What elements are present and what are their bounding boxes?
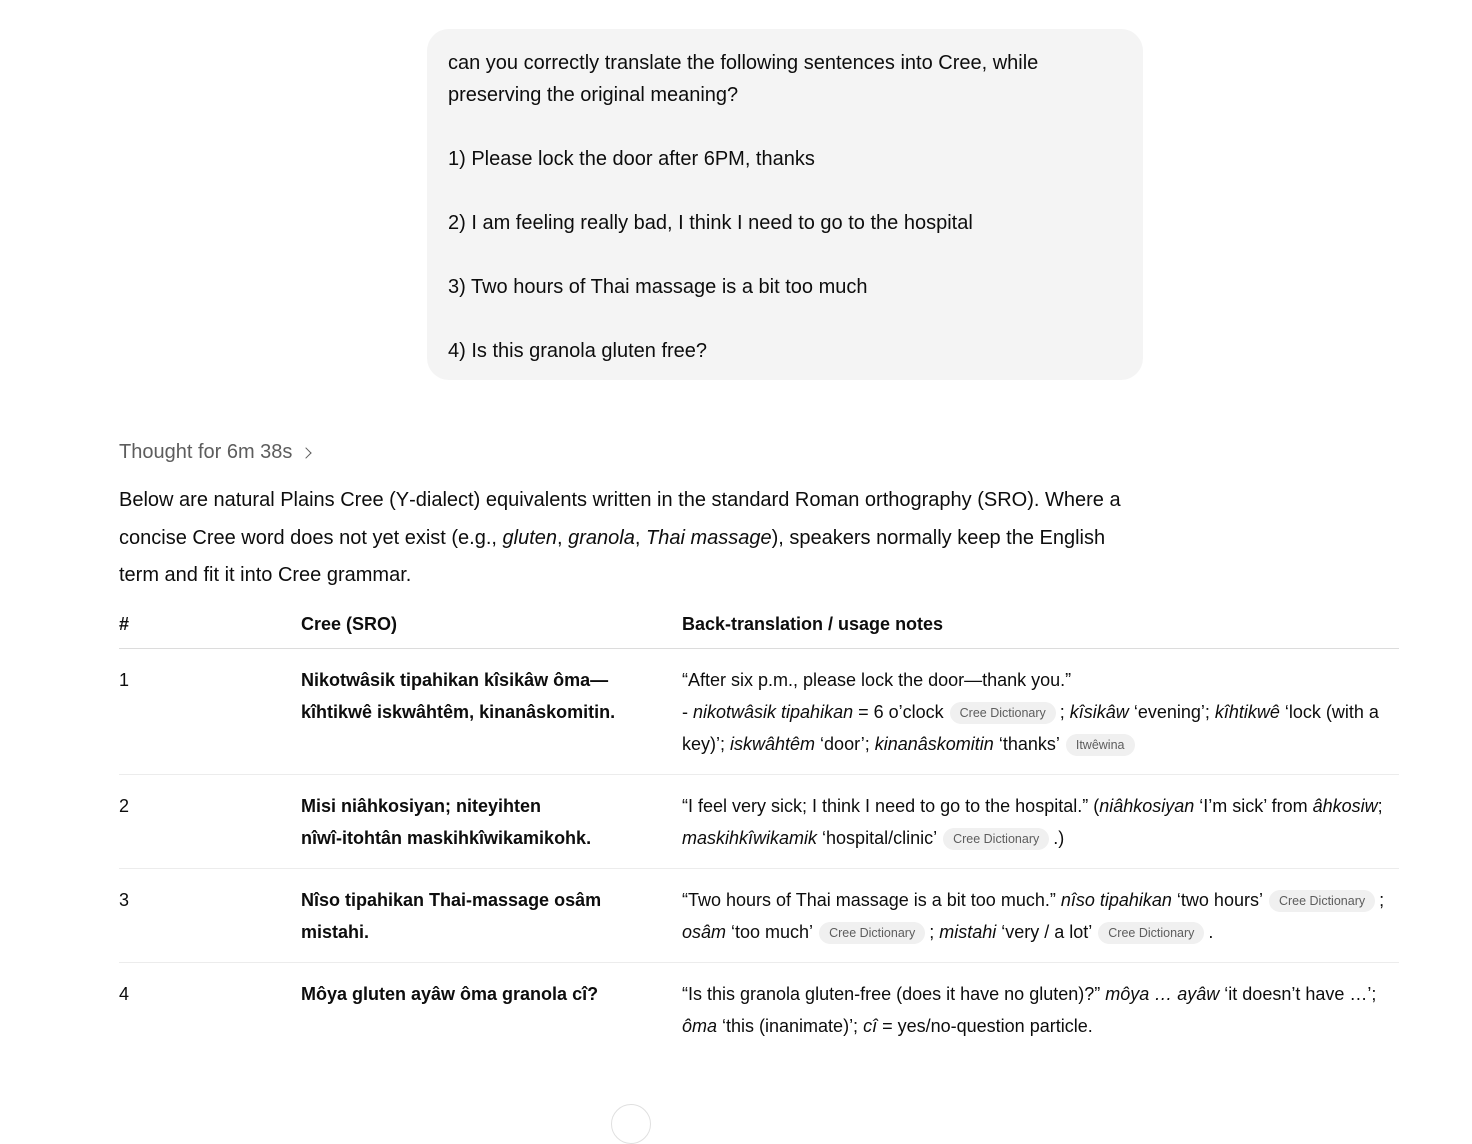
note-text: ; bbox=[1377, 796, 1383, 816]
source-chip[interactable]: Cree Dictionary bbox=[1269, 890, 1375, 912]
row-cree: Nikotwâsik tipahikan kîsikâw ôma—kîhtikwê iskwâhtêm, kinanâskomitin. bbox=[301, 649, 682, 775]
note-text: ‘thanks’ bbox=[993, 734, 1060, 754]
note-text: “I feel very sick; I think I need to go to the hospital.” ( bbox=[682, 796, 1100, 816]
note-text: “Two hours of Thai massage is a bit too much.” bbox=[682, 890, 1061, 910]
row-num: 3 bbox=[119, 869, 301, 963]
note-text: ‘it doesn’t have …’; bbox=[1219, 984, 1377, 1004]
note-text: ‘two hours’ bbox=[1171, 890, 1263, 910]
user-message-item: 2) I am feeling really bad, I think I need to go to the hospital bbox=[448, 212, 973, 234]
note-text: ‘I’m sick’ from bbox=[1194, 796, 1313, 816]
row-notes bbox=[682, 649, 1399, 775]
table-row bbox=[119, 963, 1399, 1057]
note-term: môya … ayâw bbox=[1105, 984, 1220, 1004]
note-term: nîso tipahikan bbox=[1060, 890, 1172, 910]
note-term: osâm bbox=[682, 922, 727, 942]
row-cree: Môya gluten ayâw ôma granola cî? bbox=[301, 984, 599, 1004]
intro-text: ), speakers normally keep the English term and fit it into Cree grammar. bbox=[119, 526, 1106, 586]
note-term: iskwâhtêm bbox=[730, 734, 816, 754]
row-num: 1 bbox=[119, 649, 301, 775]
note-text: ‘evening’; bbox=[1128, 702, 1215, 722]
row-notes bbox=[682, 775, 1399, 869]
translation-table bbox=[119, 604, 1399, 1056]
source-chip[interactable]: Cree Dictionary bbox=[950, 702, 1056, 724]
note-text: “After six p.m., please lock the door—thank you.” bbox=[682, 670, 1072, 690]
header-notes: Back‑translation / usage notes bbox=[682, 604, 1399, 649]
note-text: ; bbox=[1059, 702, 1070, 722]
note-term: mistahi bbox=[939, 922, 997, 942]
note-term: maskihkîwikamik bbox=[682, 828, 818, 848]
note-text: ‘this (inanimate)’; bbox=[717, 1016, 864, 1036]
note-text: = yes/no‑question particle. bbox=[877, 1016, 1093, 1036]
note-text: ‘door’; bbox=[815, 734, 875, 754]
thought-label: Thought for 6m 38s bbox=[119, 441, 293, 463]
source-chip[interactable]: Cree Dictionary bbox=[819, 922, 925, 944]
note-text: ; bbox=[1379, 890, 1385, 910]
note-text: . bbox=[1208, 922, 1214, 942]
chevron-right-icon bbox=[301, 447, 312, 458]
note-term: kinanâskomitin bbox=[874, 734, 994, 754]
intro-term: Thai massage bbox=[645, 526, 772, 549]
note-text: “Is this granola gluten‑free (does it have no gluten)?” bbox=[682, 984, 1106, 1004]
note-text: .) bbox=[1053, 828, 1065, 848]
table-row bbox=[119, 649, 1399, 775]
note-text: ; bbox=[929, 922, 940, 942]
intro-term: gluten bbox=[502, 526, 558, 549]
table-row bbox=[119, 869, 1399, 963]
assistant-intro bbox=[119, 482, 1129, 595]
user-message-item: 4) Is this granola gluten free? bbox=[448, 340, 708, 362]
note-text: ‘very / a lot’ bbox=[996, 922, 1093, 942]
row-notes bbox=[682, 963, 1399, 1057]
source-chip[interactable]: Cree Dictionary bbox=[943, 828, 1049, 850]
source-chip[interactable]: Cree Dictionary bbox=[1098, 922, 1204, 944]
user-message-item: 3) Two hours of Thai massage is a bit too much bbox=[448, 276, 868, 298]
row-notes bbox=[682, 869, 1399, 963]
note-text: ‘lock (with a key)’; bbox=[682, 702, 1379, 754]
note-term: kîsikâw bbox=[1069, 702, 1129, 722]
intro-text: Where a concise Cree word does not yet exist (e.g., bbox=[119, 489, 1121, 549]
header-num: # bbox=[119, 604, 301, 649]
table-row bbox=[119, 775, 1399, 869]
intro-term: granola bbox=[568, 526, 635, 549]
scroll-down-button[interactable] bbox=[611, 1104, 651, 1144]
user-message-text: can you correctly translate the following sentences into Cree, while preserving the original meaning? bbox=[448, 52, 1039, 106]
note-term: cî bbox=[863, 1016, 878, 1036]
table-header-row bbox=[119, 604, 1399, 649]
intro-text: Below are natural Plains Cree (Y‑dialect) equivalents written in the standard Roman orthography (SRO). bbox=[119, 489, 1040, 511]
intro-text: , bbox=[557, 526, 569, 549]
row-num: 4 bbox=[119, 984, 130, 1004]
source-chip[interactable]: Itwêwina bbox=[1066, 734, 1135, 756]
row-cree: Misi niâhkosiyan; niteyihten nîwî‑itohtân maskihkîwikamikohk. bbox=[301, 775, 682, 869]
user-message-bubble bbox=[427, 29, 1143, 380]
note-text: ‘too much’ bbox=[726, 922, 814, 942]
thought-toggle[interactable] bbox=[119, 441, 310, 464]
note-term: âhkosiw bbox=[1312, 796, 1378, 816]
note-term: niâhkosiyan bbox=[1099, 796, 1195, 816]
note-text: - bbox=[682, 702, 693, 722]
intro-text: , bbox=[634, 526, 646, 549]
note-text: ‘hospital/clinic’ bbox=[817, 828, 938, 848]
row-num: 2 bbox=[119, 775, 301, 869]
row-cree: Nîso tipahikan Thai‑massage osâm mistahi. bbox=[301, 869, 682, 963]
note-term: kîhtikwê bbox=[1214, 702, 1280, 722]
header-cree: Cree (SRO) bbox=[301, 604, 682, 649]
user-message-item: 1) Please lock the door after 6PM, thanks bbox=[448, 148, 815, 170]
note-text: = 6 o’clock bbox=[853, 702, 944, 722]
note-term: ôma bbox=[682, 1016, 718, 1036]
note-term: nikotwâsik tipahikan bbox=[693, 702, 854, 722]
intro-paragraph bbox=[119, 482, 1129, 595]
